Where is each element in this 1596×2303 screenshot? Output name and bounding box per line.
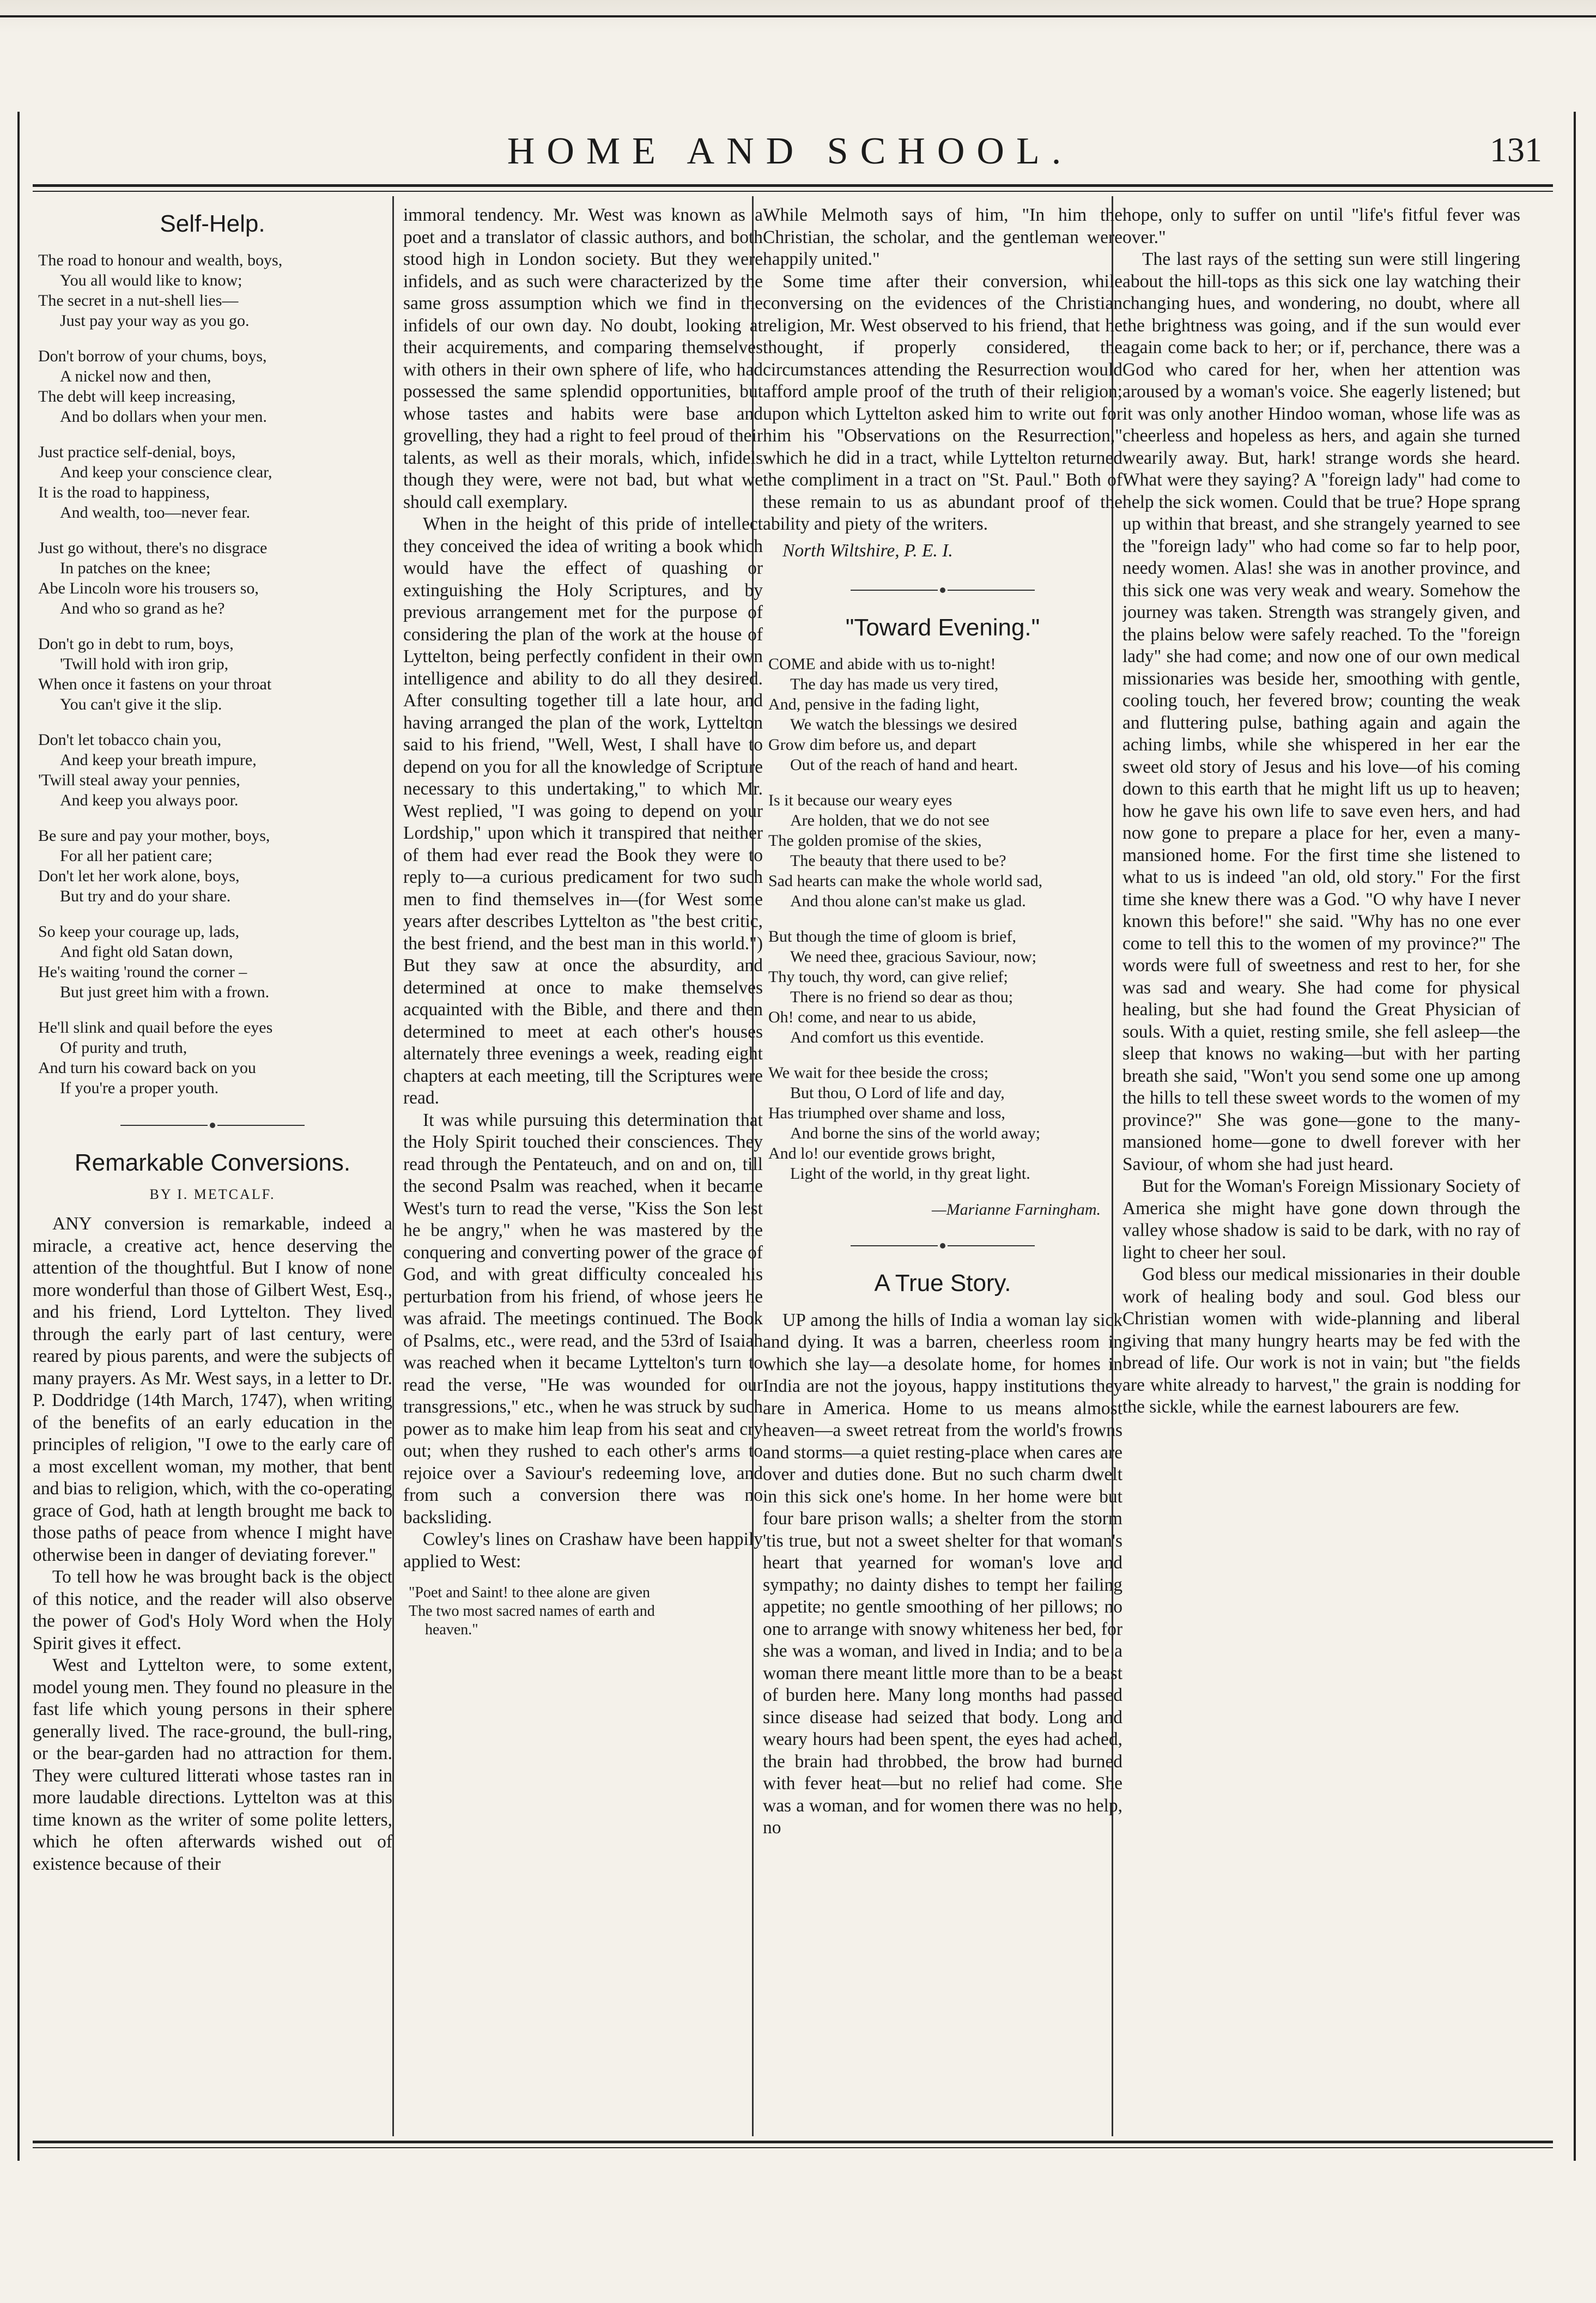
self-help-poem	[38, 250, 392, 1098]
poem-stanza	[768, 790, 1122, 911]
poem-stanza	[768, 654, 1122, 775]
toward-evening-title: "Toward Evening."	[845, 614, 1040, 641]
poem-line: And comfort us this eventide.	[790, 1028, 984, 1046]
quote-line: The two most sacred names of earth and	[409, 1603, 655, 1620]
paragraph: Cowley's lines on Crashaw have been happily applied to West:	[403, 1529, 763, 1572]
poem-line: Be sure and pay your mother, boys,	[38, 827, 270, 845]
page-header	[33, 130, 1548, 179]
poem-line: And lo! our eventide grows bright,	[768, 1144, 996, 1162]
poem-line: The road to honour and wealth, boys,	[38, 251, 283, 269]
poem-line: A nickel now and then,	[60, 367, 211, 385]
poem-line: If you're a proper youth.	[60, 1079, 219, 1097]
poem-line: And keep your conscience clear,	[60, 463, 272, 481]
poem-line: Just practice self-denial, boys,	[38, 443, 236, 461]
poem-line: Light of the world, in thy great light.	[790, 1164, 1030, 1183]
paragraph: When in the height of this pride of intellect they conceived the idea of writing a book which would have the effect of quashing or extinguishing the Holy Scriptures, and by previous arrangement met for the purpose of considering the plan of the work at the house of Lyttelton, being perfectly confident in their own intelligence and ability to do all they desired. After consulting together till a late hour, and having arranged the plan of the work, Lyttelton said to his friend, "Well, West, I shall have to depend on you for all the knowledge of Scripture necessary to this undertaking," to which Mr. West replied, "I was going to depend on your Lordship," upon which it transpired that neither of them had ever read the Book they were to reply to—a curious predicament for two such men to find themselves in—(for West some years after describes Lyttelton as "the best critic, the best friend, and the best man in this world.") But they saw at once the absurdity, and determined at once to make themselves acquainted with the Bible, and there and then determined to meet at each other's houses alternately three evenings a week, reading eight chapters at each meeting, till the Scriptures were read.	[403, 514, 763, 1108]
poem-stanza	[768, 926, 1122, 1047]
poem-stanza	[38, 250, 392, 331]
poem-line: And, pensive in the fading light,	[768, 695, 980, 713]
conversions-title: Remarkable Conversions.	[74, 1149, 351, 1176]
paragraph: God bless our medical missionaries in their double work of healing body and soul. God bless our Christian women with wide-planning and liberal giving that many hungry hearts may be fed with the bread of life. Our work is not in vain; but "the fields are white already to harvest," the grain is nodding for the sickle, while the earnest labourers are few.	[1122, 1264, 1520, 1417]
paragraph: Some time after their conversion, while conversing on the evidences of the Christian religion, Mr. West observed to his friend, that he thought, if properly considered, the circumstances attending the Resurrection would afford ample proof of the truth of their religion; upon which Lyttelton asked him to write out for him his "Observations on the Resurrection," which he did in a tract, while Lyttelton returned the compliment in a tract on "St. Paul." Both of these remain to us as abundant proof of the ability and piety of the writers.	[763, 271, 1122, 534]
poem-line: And turn his coward back on you	[38, 1059, 256, 1077]
column-4	[1122, 204, 1520, 2134]
poem-line: Don't let her work alone, boys,	[38, 867, 240, 885]
poem-line: And bo dollars when your men.	[60, 408, 267, 426]
footer-rule-thin	[33, 2147, 1553, 2148]
column-3	[763, 204, 1122, 2134]
poem-line: Don't let tobacco chain you,	[38, 731, 222, 749]
footer-rule-thick	[33, 2141, 1553, 2143]
poem-line: Don't borrow of your chums, boys,	[38, 347, 267, 365]
poem-line: And who so grand as he?	[60, 599, 225, 617]
self-help-title: Self-Help.	[160, 210, 265, 237]
section-divider	[763, 578, 1122, 601]
poem-line: Thy touch, thy word, can give relief;	[768, 967, 1008, 986]
poem-line: And keep your breath impure,	[60, 751, 257, 769]
poem-line: You can't give it the slip.	[60, 695, 222, 713]
poem-line: Oh! come, and near to us abide,	[768, 1008, 976, 1026]
header-rule-thick	[33, 184, 1553, 187]
poem-line: For all her patient care;	[60, 847, 213, 865]
poem-line: The secret in a nut-shell lies—	[38, 292, 239, 310]
quote-line: "Poet and Saint! to thee alone are given	[409, 1584, 650, 1601]
paragraph: hope, only to suffer on until "life's fitful fever was over."	[1122, 205, 1520, 247]
poem-stanza	[38, 1017, 392, 1098]
poem-line: And thou alone can'st make us glad.	[790, 892, 1026, 910]
poem-line: Has triumphed over shame and loss,	[768, 1104, 1005, 1122]
cowley-quote	[409, 1584, 763, 1639]
poem-stanza	[38, 538, 392, 619]
paragraph: UP among the hills of India a woman lay sick and dying. It was a barren, cheerless room in which she lay—a desolate home, for homes in India are not the joyous, happy institutions they are in America. Home to us means almost heaven—a sweet retreat from the world's frowns and storms—a quiet resting-place when cares are over and duties done. But no such charm dwelt in this sick one's home. In her home were but four bare prison walls; a shelter from the storm 'tis true, but not a sweet shelter for that woman's heart that yearned for woman's love and sympathy; no dainty dishes to tempt her failing appetite; no gentle smoothing of her pillows; no one to arrange with snowy whiteness her bed, for she was a woman, and lived in India; and to be a woman there meant little more than to be a beast of burden here. Many long months had passed since disease had seized that body. Long and weary hours had been spent, the eyes had ached, the brain had throbbed, the brow had burned with fever heat—but no relief had come. She was a woman, and for women there was no help, no	[763, 1310, 1122, 1838]
poem-line: We wait for thee beside the cross;	[768, 1063, 989, 1082]
paragraph: To tell how he was brought back is the object of this notice, and the reader will also observe the power of God's Holy Word when the Holy Spirit gives it effect.	[33, 1567, 392, 1653]
poem-line: And wealth, too—never fear.	[60, 504, 251, 522]
poem-line: We need thee, gracious Saviour, now;	[790, 947, 1037, 966]
column-2	[403, 204, 763, 2134]
poem-line: Of purity and truth,	[60, 1039, 187, 1057]
poem-stanza	[38, 442, 392, 523]
poem-line: So keep your courage up, lads,	[38, 923, 240, 941]
poem-line: COME and abide with us to-night!	[768, 654, 996, 673]
paragraph: It was while pursuing this determination that the Holy Spirit touched their consciences. They read through the Pentateuch, and on and on, till the second Psalm was reached, when it became West's turn to read the verse, "Kiss the Son lest he be angry," when he was mastered by the conquering and converting power of the grace of God, and with great difficulty concealed his perturbation from his friend, of whose jeers he was afraid. The meetings continued. The Book of Psalms, etc., were read, and the 53rd of Isaiah was reached when it became Lyttelton's turn to read the verse, "He was wounded for our transgressions," etc., when he was struck by such power as to make him leap from his seat and cry out; when they rushed to each other's arms to rejoice over a Saviour's redeeming love, and from such a conversion there was no backsliding.	[403, 1110, 763, 1528]
poem-line: And borne the sins of the world away;	[790, 1124, 1041, 1142]
poem-line: It is the road to happiness,	[38, 483, 210, 501]
quote-line: heaven."	[425, 1621, 478, 1638]
toward-evening-poem	[768, 654, 1122, 1184]
top-border-line	[0, 15, 1596, 17]
paragraph: But for the Woman's Foreign Missionary Society of America she might have gone down through the valley whose shadow is said to be dark, with no ray of light to cheer her soul.	[1122, 1176, 1520, 1263]
header-rule-thin	[33, 191, 1553, 192]
poem-line: Out of the reach of hand and heart.	[790, 755, 1018, 774]
poem-line: In patches on the knee;	[60, 559, 211, 577]
poem-stanza	[768, 1063, 1122, 1184]
conversions-byline: BY I. METCALF.	[149, 1186, 276, 1202]
poem-line: Don't go in debt to rum, boys,	[38, 635, 234, 653]
poem-line: Is it because our weary eyes	[768, 791, 952, 809]
column-1	[33, 204, 392, 2134]
poem-line: The debt will keep increasing,	[38, 387, 236, 405]
paragraph: ANY conversion is remarkable, indeed a miracle, a creative act, hence deserving the attention of the thoughtful. But I know of none more wonderful than those of Gilbert West, Esq., and his friend, Lord Lyttelton. They lived through the early part of last century, were reared by pious parents, and were the subjects of many prayers. As Mr. West says, in a letter to Dr. P. Doddridge (14th March, 1747), when writing of the benefits of an early education in the principles of religion, "I owe to the early care of a most excellent woman, my mother, that bent and bias to religion, which, with the co-operating grace of God, hath at length brought me back to those paths of peace from whence I might have otherwise been in danger of deviating forever."	[33, 1214, 392, 1565]
poem-line: But try and do your share.	[60, 887, 231, 905]
poem-stanza	[38, 730, 392, 810]
conversions-signature: North Wiltshire, P. E. I.	[782, 540, 953, 561]
true-story-title: A True Story.	[874, 1269, 1011, 1296]
section-divider	[763, 1234, 1122, 1256]
poem-line: He'll slink and quail before the eyes	[38, 1019, 273, 1037]
poem-line: But though the time of gloom is brief,	[768, 927, 1016, 946]
column-divider	[392, 196, 394, 2136]
poem-line: Are holden, that we do not see	[790, 811, 990, 829]
poem-line: And keep you always poor.	[60, 791, 239, 809]
paragraph: immoral tendency. Mr. West was known as a poet and a translator of classic authors, and both stood high in London society. But they were infidels, and as such were characterized by the same gross assumption which we find in the infidels of our own day. No doubt, looking at their acquirements, and comparing themselves with others in their own sphere of life, who had possessed the same splendid opportunities, but whose tastes and habits were base and grovelling, they had a right to feel proud of their talents, as well as their morals, which, infidels though they were, were not bad, but what we should call exemplary.	[403, 205, 763, 512]
poem-line: And fight old Satan down,	[60, 943, 233, 961]
poem-line: When once it fastens on your throat	[38, 675, 272, 693]
poem-stanza	[38, 922, 392, 1002]
poem-line: Just go without, there's no disgrace	[38, 539, 268, 557]
poem-line: But just greet him with a frown.	[60, 983, 270, 1001]
poem-line: The beauty that there used to be?	[790, 851, 1006, 870]
poem-line: Grow dim before us, and depart	[768, 735, 976, 754]
page-number: 131	[1490, 130, 1542, 169]
poem-line: Sad hearts can make the whole world sad,	[768, 871, 1043, 890]
poem-line: The day has made us very tired,	[790, 675, 999, 693]
poem-line: You all would like to know;	[60, 271, 242, 289]
poem-stanza	[38, 826, 392, 906]
poem-line: Abe Lincoln wore his trousers so,	[38, 579, 259, 597]
poem-line: But thou, O Lord of life and day,	[790, 1083, 1005, 1102]
poem-line: The golden promise of the skies,	[768, 831, 982, 850]
poem-attribution: —Marianne Farningham.	[932, 1200, 1101, 1219]
poem-stanza	[38, 634, 392, 714]
poem-line: 'Twill hold with iron grip,	[60, 655, 229, 673]
poem-stanza	[38, 346, 392, 427]
poem-line: We watch the blessings we desired	[790, 715, 1017, 734]
publication-title: HOME AND SCHOOL.	[507, 130, 1073, 172]
poem-line: He's waiting 'round the corner –	[38, 963, 247, 981]
paragraph: West and Lyttelton were, to some extent, model young men. They found no pleasure in the fast life which young persons in their sphere generally lived. The race-ground, the bull-ring, or the bear-garden had no attraction for them. They were cultured litterati whose tastes ran in more laudable directions. Lyttelton was at this time known as the writer of some polite letters, which he often afterwards wished out of existence because of their	[33, 1655, 392, 1874]
poem-line: There is no friend so dear as thou;	[790, 987, 1014, 1006]
poem-line: Just pay your way as you go.	[60, 312, 250, 330]
paragraph: The last rays of the setting sun were still lingering about the hill-tops as this sick one lay watching their changing hues, and wondering, no doubt, where all the brightness was going, and if the sun would ever again come back to her; or if, perchance, there was a God who cared for her, when her attention was aroused by a woman's voice. She eagerly listened; but it was only another Hindoo woman, whose life was as cheerless and hopeless as hers, and again she turned wearily away. But, hark! strange words she heard. What were they saying? A "foreign lady" had come to help the sick women. Could that be true? Hope sprang up within that breast, and she strangely yearned to see the "foreign lady" who had come so far to help poor, needy women. Alas! she was in another province, and this sick one was very weak and weary. Somehow the journey was taken. Strength was strangely given, and the plains below were safely reached. To the "foreign lady" she had come; and now one of our own medical missionaries was beside her, smoothing with gentle, cooling touch, her fevered brow; counting the weak and fluttering pulse, bathing again and again the aching limbs, while she whispered in her ear the sweet old story of Jesus and his love—of his coming down to this earth that he might lift us up to heaven; how he gave his own life to save even hers, and had now gone to prepare a place for her, even a many-mansioned home. For the first time she listened to what to us is indeed "an old, old story." For the first time she knew there was a God. "O why have I never known this before!" she said. "Why has no one ever come to tell this to the women of my province?" The words were full of sweetness and rest to her, for she was sad and weary. She had come for physical healing, but she had found the Great Physician of souls. With a quiet, resting smile, she fell asleep—the sleep that knows no waking—but with her parting breath she said, "Won't you send some one up among the hills to tell these sweet words to the women of my province?" She was gone—gone to the many-mansioned home—gone to dwell forever with her Saviour, of whom she had just heard.	[1122, 249, 1520, 1174]
poem-line: 'Twill steal away your pennies,	[38, 771, 240, 789]
section-divider	[33, 1113, 392, 1136]
paragraph: While Melmoth says of him, "In him the Christian, the scholar, and the gentleman were happily united."	[763, 205, 1122, 269]
